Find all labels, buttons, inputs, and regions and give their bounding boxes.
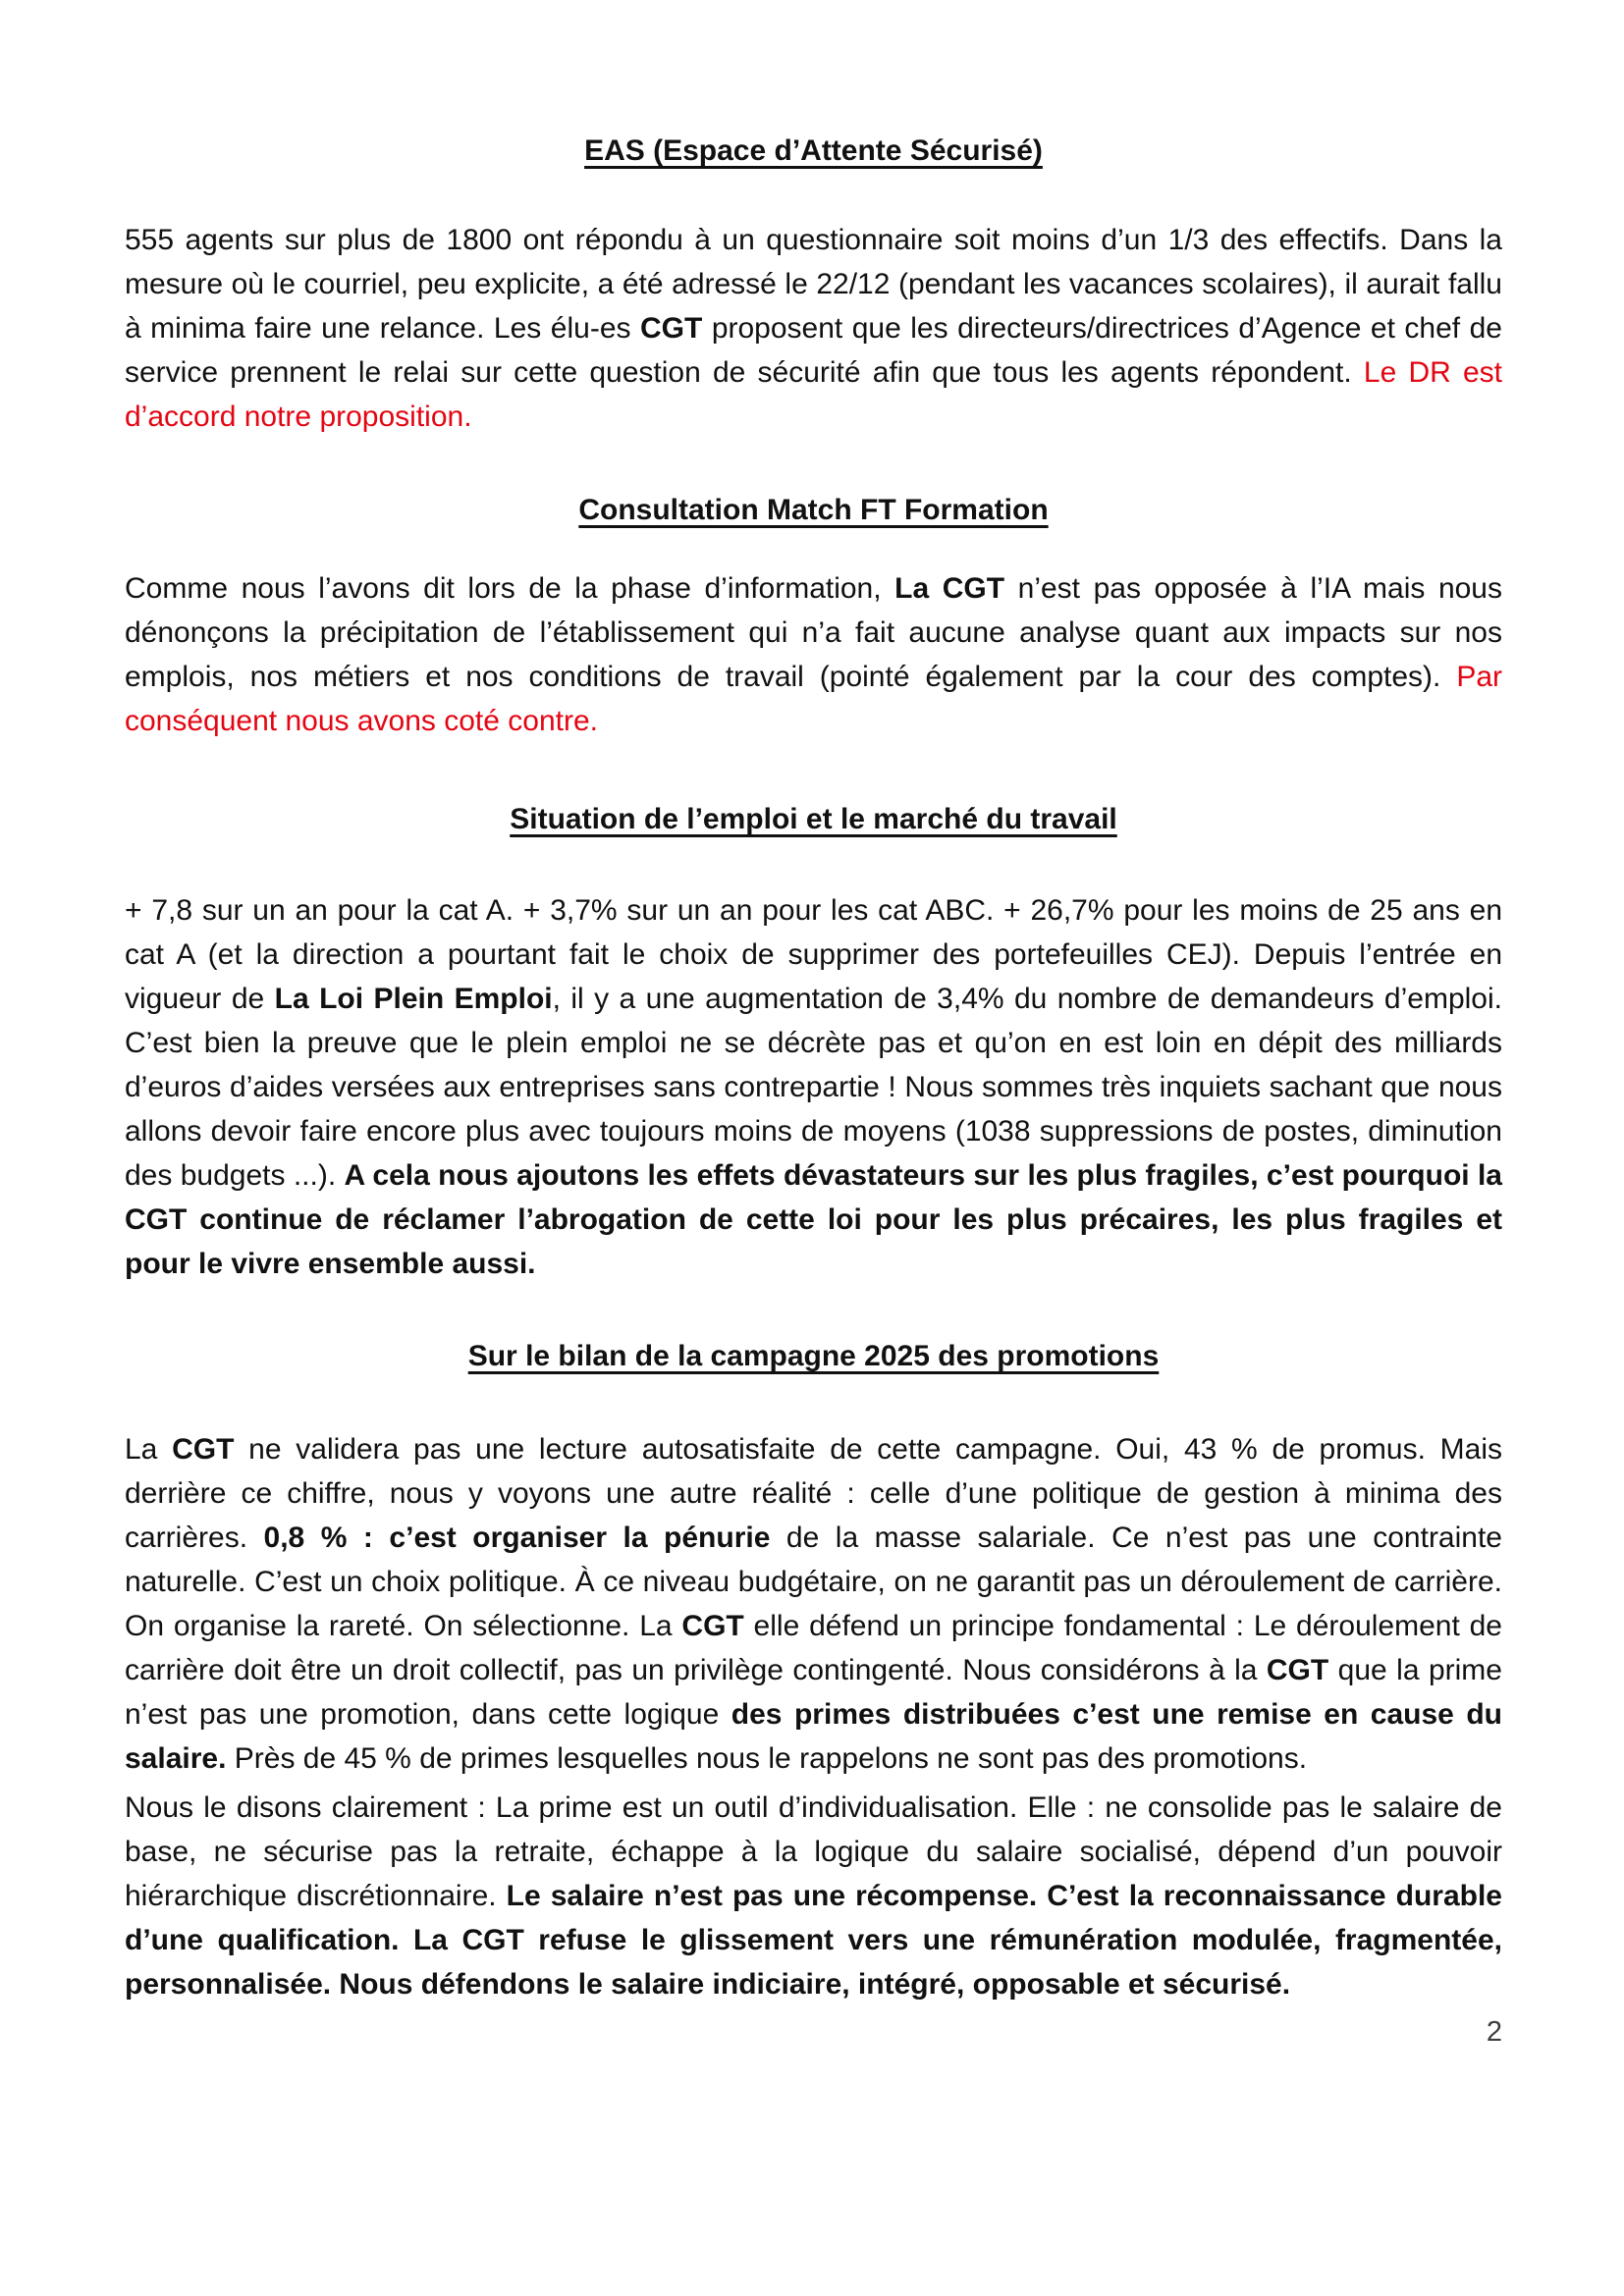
- text-run-bold: La CGT: [894, 572, 1005, 605]
- text-run: La: [125, 1433, 173, 1466]
- text-run-bold: des primes distribuées c’est une remise en cause du salaire.: [125, 1698, 1511, 1775]
- section-situation-emploi: [125, 797, 1511, 1286]
- text-run-bold: CGT: [172, 1433, 235, 1466]
- text-run-red: Par conséquent nous avons coté contre.: [125, 661, 1511, 737]
- text-run-bold: CGT: [681, 1610, 744, 1642]
- paragraph: [125, 1427, 1511, 1781]
- text-run: Comme nous l’avons dit lors de la phase d’information,: [125, 572, 895, 605]
- paragraph: [125, 1786, 1511, 2006]
- text-run: ne validera pas une lecture autosatisfaite de cette campagne. Oui, 43 % de promus. Mais derrière ce chiffre, nous y voyons une autre réalité : celle d’une politique de gestion à minima des carrières.: [125, 1433, 1511, 1554]
- text-run-bold: 0,8 % : c’est organiser la pénurie: [263, 1522, 771, 1554]
- text-run-bold: CGT: [1266, 1654, 1329, 1686]
- text-run-red: Le DR est d’accord notre proposition.: [125, 356, 1511, 433]
- text-run: proposent que les directeurs/directrices d’Agence et chef de service prennent le relai sur cette question de sécurité afin que tous les agents répondent.: [125, 312, 1511, 389]
- text-run: Près de 45 % de primes lesquelles nous le rappelons ne sont pas des promotions.: [226, 1742, 1308, 1775]
- section-consultation-match: [125, 488, 1511, 743]
- text-run: que la prime n’est pas une promotion, dans cette logique: [125, 1654, 1511, 1731]
- section-heading: Sur le bilan de la campagne 2025 des promotions: [467, 1340, 1160, 1372]
- text-run-bold: Le salaire n’est pas une récompense. C’est la reconnaissance durable d’une qualification. La CGT refuse le glissement vers une rémunération modulée, fragmentée, personnalisée. Nous défendons le salaire indiciaire, intégré, opposable et sécurisé.: [125, 1880, 1511, 2001]
- text-run: n’est pas opposée à l’IA mais nous dénonçons la précipitation de l’établissement qui n’a fait aucune analyse quant aux impacts sur nos emplois, nos métiers et nos conditions de travail (pointé également par la cour des comptes).: [125, 572, 1511, 693]
- text-run-bold: CGT: [640, 312, 703, 345]
- text-run: 555 agents sur plus de 1800 ont répondu à un questionnaire soit moins d’un 1/3 des effectifs. Dans la mesure où le courriel, peu explicite, a été adressé le 22/12 (pendant les vacances scolaires), il aurait fallu à minima faire une relance. Les élu-es: [125, 224, 1511, 345]
- text-run-bold: A cela nous ajoutons les effets dévastateurs sur les plus fragiles, c’est pourquoi la CGT continue de réclamer l’abrogation de cette loi pour les plus précaires, les plus fragiles et pour le vivre ensemble aussi.: [125, 1159, 1511, 1280]
- section-heading: EAS (Espace d’Attente Sécurisé): [584, 134, 1043, 167]
- section-heading: Consultation Match FT Formation: [578, 494, 1049, 526]
- section-eas: [125, 129, 1511, 439]
- paragraph: [125, 566, 1511, 743]
- page-number: 2: [1486, 2016, 1502, 2048]
- paragraph: [125, 888, 1511, 1286]
- text-run: + 7,8 sur un an pour la cat A. + 3,7% sur un an pour les cat ABC. + 26,7% pour les moins de 25 ans en cat A (et la direction a pourtant fait le choix de supprimer des portefeuilles CEJ). Depuis l’entrée en vigueur de: [125, 894, 1511, 1015]
- text-run: de la masse salariale. Ce n’est pas une contrainte naturelle. C’est un choix politique. À ce niveau budgétaire, on ne garantit pas un déroulement de carrière. On organise la rareté. On sélectionne. La: [125, 1522, 1511, 1642]
- section-heading: Situation de l’emploi et le marché du travail: [510, 803, 1117, 835]
- text-run: Nous le disons clairement : La prime est un outil d’individualisation. Elle : ne consolide pas le salaire de base, ne sécurise pas la retraite, échappe à la logique du salaire socialisé, dépend d’un pouvoir hiérarchique discrétionnaire.: [125, 1791, 1511, 1912]
- text-run-bold: La Loi Plein Emploi: [274, 983, 553, 1015]
- text-run: elle défend un principe fondamental : Le déroulement de carrière doit être un droit collectif, pas un privilège contingenté. Nous considérons à la: [125, 1610, 1511, 1686]
- text-run: , il y a une augmentation de 3,4% du nombre de demandeurs d’emploi. C’est bien la preuve que le plein emploi ne se décrète pas et qu’on en est loin en dépit des milliards d’euros d’aides versées aux entreprises sans contrepartie ! Nous sommes très inquiets sachant que nous allons devoir faire encore plus avec toujours moins de moyens (1038 suppressions de postes, diminution des budgets ...).: [125, 983, 1511, 1192]
- paragraph: [125, 218, 1511, 439]
- section-bilan-promotions: [125, 1334, 1511, 2006]
